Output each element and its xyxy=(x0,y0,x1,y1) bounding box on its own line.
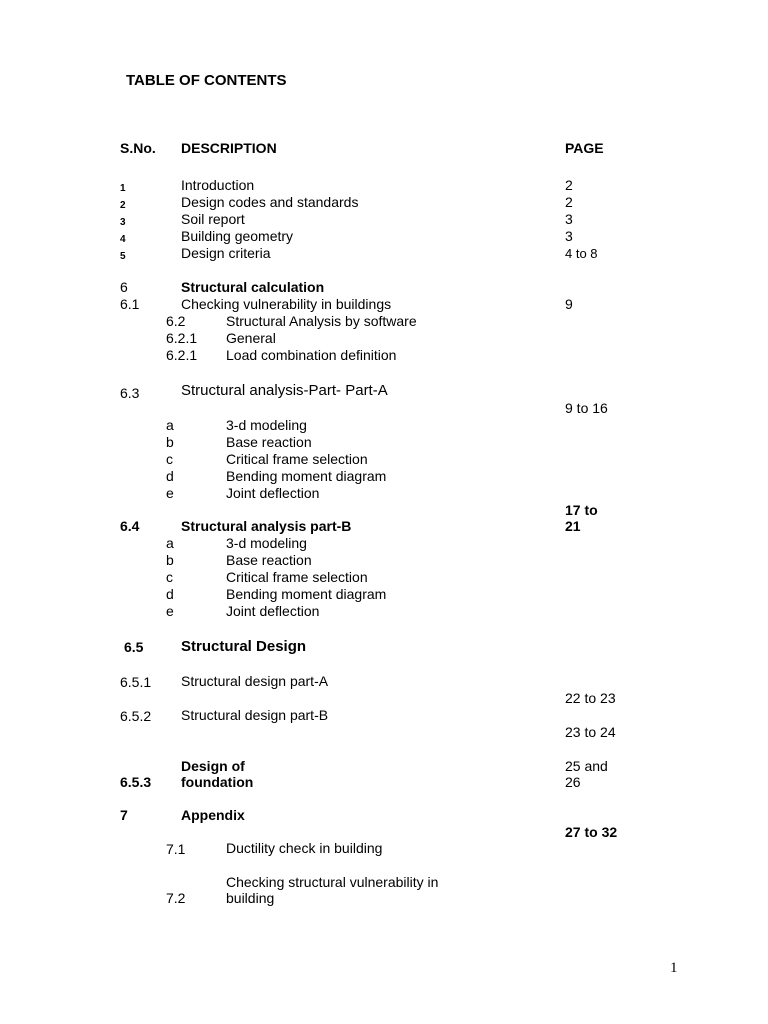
column-header-sno: S.No. xyxy=(120,140,156,156)
entry-sno: b xyxy=(166,434,174,450)
entry-sno: 6.5.1 xyxy=(120,674,152,690)
entry-description: Design of xyxy=(181,758,245,774)
entry-sno: 4 xyxy=(120,234,126,245)
entry-description: Structural analysis part-B xyxy=(181,518,352,534)
entry-description: Structural Design xyxy=(181,638,307,655)
entry-sno: 2 xyxy=(120,200,126,211)
entry-description: Bending moment diagram xyxy=(226,586,387,602)
entry-description: Soil report xyxy=(181,211,245,227)
entry-description: Appendix xyxy=(181,807,245,823)
entry-sno: 1 xyxy=(120,183,126,194)
entry-sno: 6.5 xyxy=(124,639,144,655)
entry-sno: 7.2 xyxy=(166,890,186,906)
entry-sno: 6 xyxy=(120,279,128,295)
entry-description: Checking structural vulnerability in xyxy=(226,874,439,890)
entry-sno: 6.5.2 xyxy=(120,708,152,724)
entry-description: Joint deflection xyxy=(226,485,320,501)
entry-description: Structural calculation xyxy=(181,279,325,295)
entry-description: General xyxy=(226,330,276,346)
entry-sno: 6.2.1 xyxy=(166,330,198,346)
entry-sno: b xyxy=(166,552,174,568)
page-number: 1 xyxy=(670,960,678,976)
entry-sno: 6.2.1 xyxy=(166,347,198,363)
entry-description: 3-d modeling xyxy=(226,417,307,433)
entry-sno: 6.1 xyxy=(120,296,140,312)
entry-sno: c xyxy=(166,451,173,467)
entry-description: Load combination definition xyxy=(226,347,397,363)
entry-description: Joint deflection xyxy=(226,603,320,619)
entry-description: Base reaction xyxy=(226,552,312,568)
entry-page: 25 and xyxy=(565,758,608,774)
entry-sno: 7.1 xyxy=(166,841,186,857)
entry-description: Critical frame selection xyxy=(226,569,368,585)
page-title: TABLE OF CONTENTS xyxy=(126,72,287,89)
entry-page: 27 to 32 xyxy=(565,824,618,840)
entry-page: 3 xyxy=(565,211,573,227)
entry-page: 9 xyxy=(565,296,573,312)
entry-page: 9 to 16 xyxy=(565,400,608,416)
entry-description: Ductility check in building xyxy=(226,840,383,856)
entry-page: 26 xyxy=(565,774,581,790)
entry-description: Structural design part-A xyxy=(181,673,329,689)
entry-description: Structural analysis-Part- Part-A xyxy=(181,382,388,399)
entry-sno: e xyxy=(166,603,174,619)
entry-sno: 6.5.3 xyxy=(120,774,152,790)
entry-page: 22 to 23 xyxy=(565,690,616,706)
entry-description: Critical frame selection xyxy=(226,451,368,467)
entry-sno: e xyxy=(166,485,174,501)
entry-page: 2 xyxy=(565,194,573,210)
entry-description: Base reaction xyxy=(226,434,312,450)
entry-description: Design criteria xyxy=(181,245,271,261)
entry-sno: a xyxy=(166,417,174,433)
entry-sno: 3 xyxy=(120,217,126,228)
entry-sno: d xyxy=(166,586,174,602)
entry-sno: 6.2 xyxy=(166,313,186,329)
column-header-page: PAGE xyxy=(565,140,604,156)
entry-description: Structural design part-B xyxy=(181,707,329,723)
entry-page: 17 to xyxy=(565,502,598,518)
entry-sno: a xyxy=(166,535,174,551)
entry-description: Introduction xyxy=(181,177,255,193)
entry-sno: 6.3 xyxy=(120,385,140,401)
entry-sno: d xyxy=(166,468,174,484)
entry-sno: 6.4 xyxy=(120,518,140,534)
entry-sno: 5 xyxy=(120,251,126,262)
entry-sno: 7 xyxy=(120,807,128,823)
entry-description: Structural Analysis by software xyxy=(226,313,417,329)
entry-description: foundation xyxy=(181,774,254,790)
entry-page: 3 xyxy=(565,228,573,244)
entry-description: building xyxy=(226,890,275,906)
entry-page: 23 to 24 xyxy=(565,724,616,740)
entry-sno: c xyxy=(166,569,173,585)
entry-description: Design codes and standards xyxy=(181,194,359,210)
column-header-description: DESCRIPTION xyxy=(181,140,277,156)
entry-description: Building geometry xyxy=(181,228,294,244)
entry-description: 3-d modeling xyxy=(226,535,307,551)
entry-page: 4 to 8 xyxy=(565,246,598,261)
entry-page: 21 xyxy=(565,518,581,534)
entry-description: Bending moment diagram xyxy=(226,468,387,484)
entry-page: 2 xyxy=(565,177,573,193)
entry-description: Checking vulnerability in buildings xyxy=(181,296,392,312)
